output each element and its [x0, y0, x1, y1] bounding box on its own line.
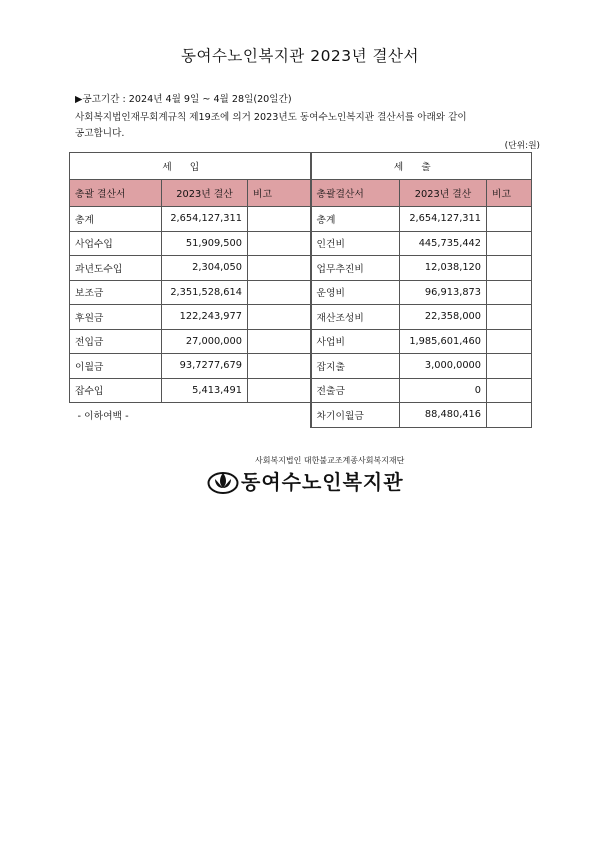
expense-note [487, 354, 532, 379]
income-item-header: 총괄 결산서 [70, 180, 162, 207]
expense-item: 업무추진비 [311, 256, 400, 281]
income-note [248, 280, 311, 305]
expense-amount-header: 2023년 결산 [400, 180, 487, 207]
income-item: 과년도수입 [70, 256, 162, 281]
expense-item: 총계 [311, 207, 400, 232]
table-row [70, 231, 532, 256]
expense-note [487, 378, 532, 403]
expense-item: 재산조성비 [311, 305, 400, 330]
income-section-header: 세입 [70, 153, 311, 180]
income-note [248, 378, 311, 403]
expense-item-header: 총괄결산서 [311, 180, 400, 207]
income-note [248, 207, 311, 232]
section-header-row [70, 153, 532, 180]
income-item: 보조금 [70, 280, 162, 305]
expense-amount: 88,480,416 [400, 403, 487, 428]
income-note [248, 231, 311, 256]
expense-note [487, 256, 532, 281]
stamp-organization-name: 동여수노인복지관 [241, 470, 404, 494]
expense-amount: 12,038,120 [400, 256, 487, 281]
income-note [248, 256, 311, 281]
document-title: 동여수노인복지관 2023년 결산서 [181, 47, 419, 65]
income-amount: 122,243,977 [162, 305, 248, 330]
income-amount-header: 2023년 결산 [162, 180, 248, 207]
expense-amount: 3,000,0000 [400, 354, 487, 379]
expense-item: 잡지출 [311, 354, 400, 379]
expense-note [487, 231, 532, 256]
income-amount: 2,304,050 [162, 256, 248, 281]
lotus-logo-icon [207, 467, 239, 495]
expense-item: 차기이월금 [311, 403, 400, 428]
expense-note-header: 비고 [487, 180, 532, 207]
income-item: 잡수입 [70, 378, 162, 403]
unit-label: (단위:원) [504, 141, 540, 151]
expense-amount: 0 [400, 378, 487, 403]
expense-note [487, 305, 532, 330]
settlement-table [69, 152, 532, 428]
table-row [70, 256, 532, 281]
income-note [248, 354, 311, 379]
income-amount: 5,413,491 [162, 378, 248, 403]
expense-amount: 445,735,442 [400, 231, 487, 256]
table-row [70, 329, 532, 354]
notice-period: ▶공고기간 : 2024년 4월 9일 ~ 4월 28일(20일간) [75, 94, 292, 105]
income-amount: 51,909,500 [162, 231, 248, 256]
stamp-organization: 사회복지법인 대한불교조계종사회복지재단 [255, 456, 405, 465]
expense-item: 인건비 [311, 231, 400, 256]
income-item: 사업수입 [70, 231, 162, 256]
income-amount: 2,654,127,311 [162, 207, 248, 232]
column-header-row [70, 180, 532, 207]
table-row [70, 280, 532, 305]
expense-item: 사업비 [311, 329, 400, 354]
income-item: 전입금 [70, 329, 162, 354]
income-item: 후원금 [70, 305, 162, 330]
income-note-header: 비고 [248, 180, 311, 207]
expense-item: 운영비 [311, 280, 400, 305]
table-row [70, 305, 532, 330]
expense-item: 전출금 [311, 378, 400, 403]
table-row [70, 207, 532, 232]
income-note [248, 329, 311, 354]
income-amount: 93,7277,679 [162, 354, 248, 379]
table-row [70, 354, 532, 379]
expense-note [487, 207, 532, 232]
expense-note [487, 280, 532, 305]
expense-note [487, 403, 532, 428]
expense-amount: 2,654,127,311 [400, 207, 487, 232]
income-note [248, 305, 311, 330]
income-item: 이월금 [70, 354, 162, 379]
income-amount: 27,000,000 [162, 329, 248, 354]
income-amount: 2,351,528,614 [162, 280, 248, 305]
notice-body-line2: 공고합니다. [75, 128, 125, 139]
notice-body-line1: 사회복지법인재무회계규칙 제19조에 의거 2023년도 동여수노인복지관 결산서를 아래와 같이 [75, 112, 467, 123]
blank-remark: - 이하여백 - [70, 403, 311, 428]
expense-section-header: 세출 [311, 153, 532, 180]
table-row [70, 378, 532, 403]
income-item: 총계 [70, 207, 162, 232]
expense-amount: 96,913,873 [400, 280, 487, 305]
expense-note [487, 329, 532, 354]
footer-row [70, 403, 532, 428]
expense-amount: 22,358,000 [400, 305, 487, 330]
expense-amount: 1,985,601,460 [400, 329, 487, 354]
